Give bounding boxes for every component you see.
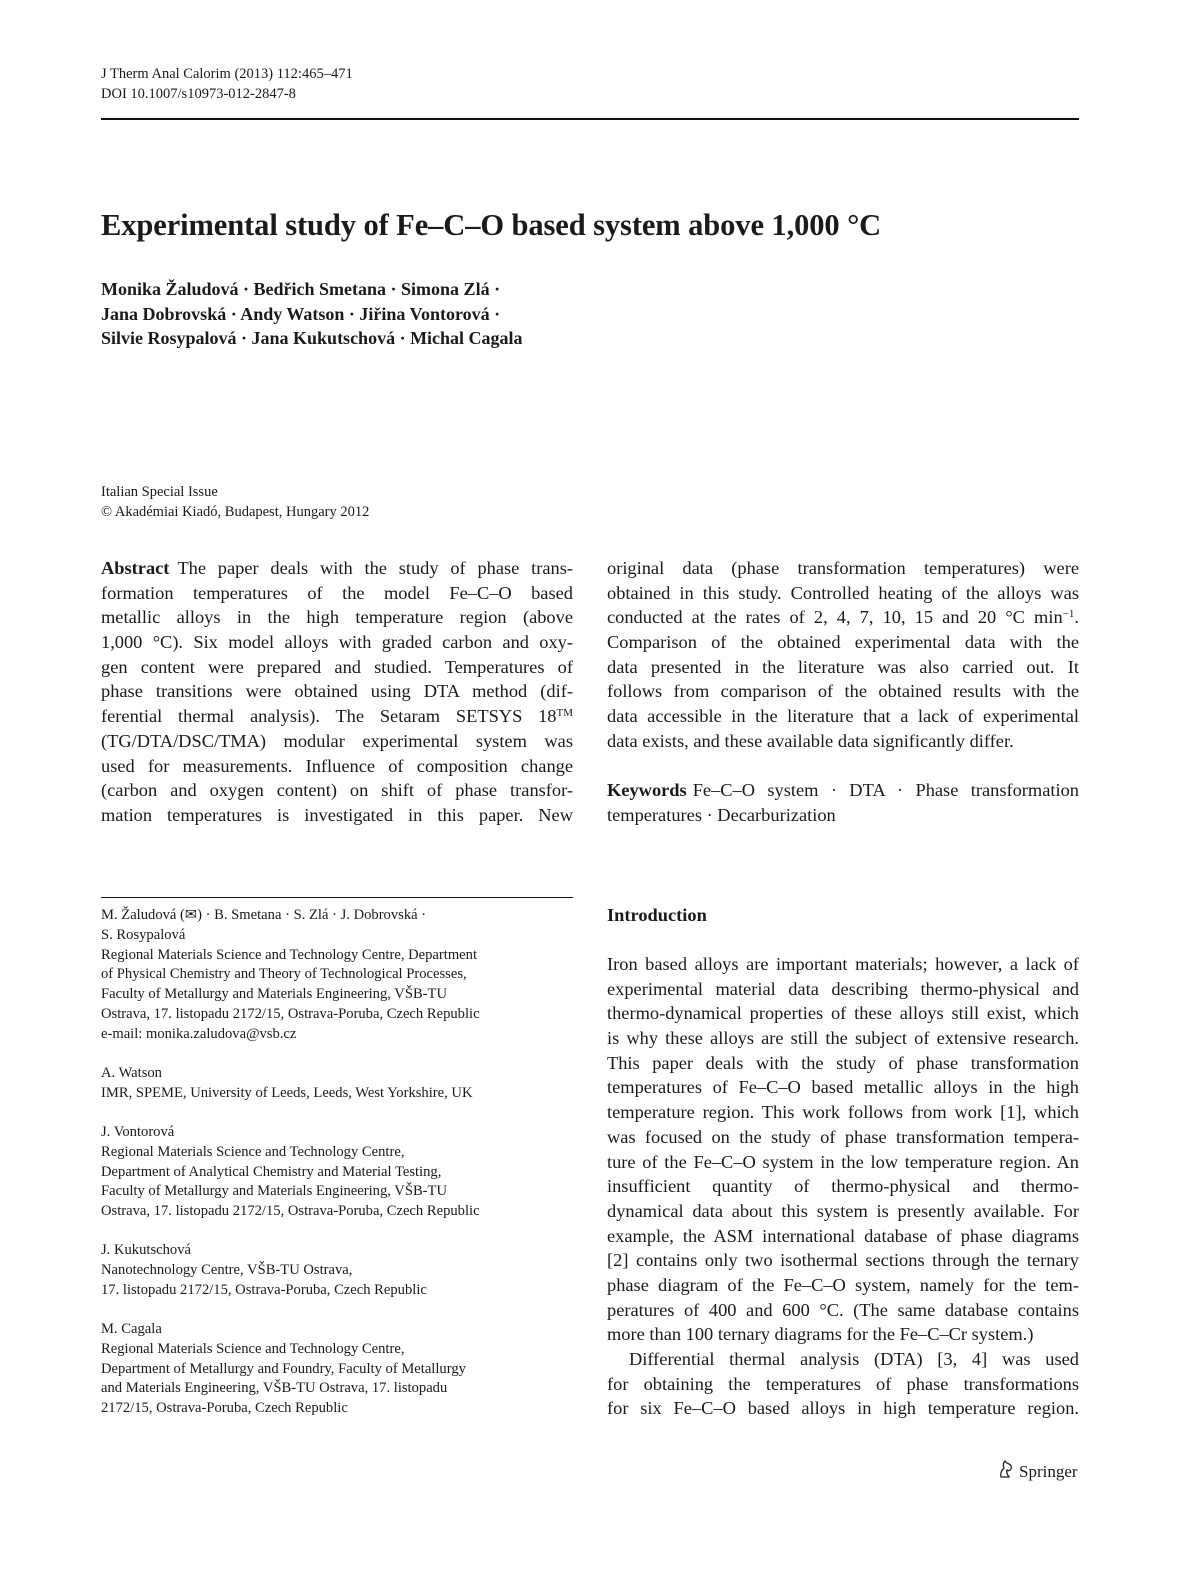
- affiliation-line: A. Watson: [101, 1065, 162, 1081]
- affiliation-line: Regional Materials Science and Technology Centre,: [101, 1143, 405, 1160]
- affiliation-block: [101, 906, 573, 1045]
- abstract-line: data presented in the literature was also carried out. It: [607, 656, 1079, 677]
- affiliation-line: 2172/15, Ostrava-Poruba, Czech Republic: [101, 1400, 348, 1417]
- affiliation-line: and Materials Engineering, VŠB-TU Ostrava, 17. listopadu: [101, 1380, 448, 1397]
- abstract-line: data exists, and these available data significantly differ.: [607, 730, 1014, 751]
- affiliation-line: Nanotechnology Centre, VŠB-TU Ostrava,: [101, 1261, 353, 1278]
- abstract-line: gen content were prepared and studied. Temperatures of: [101, 656, 573, 677]
- trademark: TM: [556, 707, 573, 720]
- author-line: Jana Dobrovská · Andy Watson · Jiřina Vontorová ·: [101, 303, 501, 324]
- affiliation-line: S. Rosypalová: [101, 926, 186, 943]
- rate-exponent: −1: [1062, 608, 1075, 621]
- abstract-line: original data (phase transformation temperatures) were: [607, 558, 1079, 578]
- abstract-line: [101, 556, 573, 581]
- intro-line: experimental material data describing thermo-physical and: [607, 978, 1079, 999]
- abstract-line: data accessible in the literature that a lack of experimental: [607, 706, 1079, 727]
- affiliation-line: Department of Metallurgy and Foundry, Faculty of Metallurgy: [101, 1360, 466, 1377]
- abstract-text: conducted at the rates of 2, 4, 7, 10, 15 and 20 °C min: [607, 607, 1063, 628]
- rate-end: .: [1074, 607, 1079, 628]
- affiliation-line: J. Kukutschová: [101, 1242, 191, 1258]
- keywords-label: Keywords: [607, 780, 687, 800]
- journal-header: [101, 64, 353, 104]
- introduction-body: [607, 952, 1079, 1421]
- publisher-logo: [997, 1459, 1078, 1485]
- affiliation-line: Regional Materials Science and Technology Centre, Department: [101, 946, 477, 963]
- special-issue: Italian Special Issue: [101, 484, 218, 500]
- affiliation-line: IMR, SPEME, University of Leeds, Leeds, West Yorkshire, UK: [101, 1084, 473, 1101]
- copyright: © Akadémiai Kiadó, Budapest, Hungary 2012: [101, 504, 370, 520]
- springer-horse-icon: [997, 1459, 1019, 1485]
- abstract-left: [101, 556, 573, 828]
- intro-line: example, the ASM international database of phase diagrams: [607, 1225, 1079, 1246]
- journal-citation: J Therm Anal Calorim (2013) 112:465–471: [101, 66, 353, 82]
- keywords-line: temperatures · Decarburization: [607, 804, 836, 825]
- keywords-line: [607, 778, 1079, 803]
- section-heading-introduction: Introduction: [607, 905, 707, 925]
- intro-line: was focused on the study of phase transformation tempera-: [607, 1126, 1079, 1147]
- abstract-line: [101, 704, 573, 729]
- abstract-line: used for measurements. Influence of composition change: [101, 755, 573, 776]
- affiliation-line: M. Žaludová (✉) · B. Smetana · S. Zlá · J. Dobrovská ·: [101, 907, 427, 923]
- issue-info: [101, 482, 369, 522]
- abstract-line: formation temperatures of the model Fe–C–O based: [101, 582, 573, 603]
- affiliation-line: Faculty of Metallurgy and Materials Engineering, VŠB-TU: [101, 986, 447, 1003]
- affiliation-line: Regional Materials Science and Technology Centre,: [101, 1340, 405, 1357]
- author-list: [101, 277, 523, 351]
- intro-line: temperatures of Fe–C–O based metallic alloys in the high: [607, 1077, 1079, 1098]
- intro-line: Iron based alloys are important materials; however, a lack of: [607, 954, 1079, 974]
- keywords: [607, 778, 1079, 827]
- header-rule: [101, 118, 1079, 120]
- intro-line: insufficient quantity of thermo-physical and thermo-: [607, 1176, 1079, 1197]
- intro-line: for six Fe–C–O based alloys in high temperature region.: [607, 1398, 1079, 1419]
- intro-line: Differential thermal analysis (DTA) [3, 4] was used: [629, 1349, 1079, 1369]
- affiliation-line: 17. listopadu 2172/15, Ostrava-Poruba, Czech Republic: [101, 1281, 427, 1298]
- abstract-label: Abstract: [101, 558, 170, 578]
- affiliation-block: [101, 1241, 573, 1300]
- intro-line: dynamical data about this system is presently available. For: [607, 1200, 1079, 1221]
- abstract-text: The paper deals with the study of phase trans-: [177, 558, 573, 578]
- intro-line: This paper deals with the study of phase transformation: [607, 1052, 1079, 1073]
- affiliation-block: [101, 1064, 573, 1104]
- intro-line: for obtaining the temperatures of phase transformations: [607, 1373, 1079, 1394]
- abstract-line: phase transitions were obtained using DTA method (dif-: [101, 681, 573, 702]
- email-link[interactable]: e-mail: monika.zaludova@vsb.cz: [101, 1025, 297, 1042]
- affiliation-block: [101, 1320, 573, 1419]
- intro-line: more than 100 ternary diagrams for the Fe–C–Cr system.): [607, 1324, 1034, 1345]
- abstract-line: mation temperatures is investigated in this paper. New: [101, 804, 573, 825]
- affiliation-block: [101, 1123, 573, 1222]
- abstract-line: metallic alloys in the high temperature region (above: [101, 607, 573, 628]
- abstract-right: [607, 556, 1079, 754]
- abstract-line: (TG/DTA/DSC/TMA) modular experimental system was: [101, 730, 573, 751]
- abstract-text: ferential thermal analysis). The Setaram SETSYS 18: [101, 706, 557, 727]
- affiliation-line: J. Vontorová: [101, 1124, 175, 1140]
- author-line: Monika Žaludová · Bedřich Smetana · Simona Zlá ·: [101, 279, 501, 299]
- intro-line: phase diagram of the Fe–C–O system, namely for the tem-: [607, 1274, 1079, 1295]
- affiliation-line: M. Cagala: [101, 1321, 162, 1337]
- affiliation-line: Department of Analytical Chemistry and Material Testing,: [101, 1163, 442, 1180]
- footnote-rule: [101, 897, 573, 898]
- abstract-line: Comparison of the obtained experimental data with the: [607, 632, 1079, 653]
- affiliation-line: of Physical Chemistry and Theory of Technological Processes,: [101, 966, 467, 983]
- abstract-line: [607, 605, 1079, 630]
- abstract-line: 1,000 °C). Six model alloys with graded carbon and oxy-: [101, 632, 573, 653]
- author-line: Silvie Rosypalová · Jana Kukutschová · Michal Cagala: [101, 328, 523, 348]
- intro-line: ture of the Fe–C–O system in the low temperature region. An: [607, 1151, 1079, 1172]
- publisher-name: Springer: [1019, 1462, 1078, 1481]
- doi: DOI 10.1007/s10973-012-2847-8: [101, 86, 296, 102]
- intro-line: is why these alloys are still the subject of extensive research.: [607, 1028, 1079, 1049]
- intro-line: thermo-dynamical properties of these alloys still exist, which: [607, 1003, 1079, 1024]
- intro-line: peratures of 400 and 600 °C. (The same database contains: [607, 1299, 1079, 1320]
- affiliation-line: Ostrava, 17. listopadu 2172/15, Ostrava-Poruba, Czech Republic: [101, 1005, 480, 1022]
- keywords-text: Fe–C–O system · DTA · Phase transformation: [692, 780, 1079, 800]
- abstract-line: (carbon and oxygen content) on shift of phase transfor-: [101, 780, 573, 801]
- abstract-line: obtained in this study. Controlled heating of the alloys was: [607, 582, 1079, 603]
- affiliation-line: Ostrava, 17. listopadu 2172/15, Ostrava-Poruba, Czech Republic: [101, 1203, 480, 1220]
- abstract-line: follows from comparison of the obtained results with the: [607, 681, 1079, 702]
- affiliation-line: Faculty of Metallurgy and Materials Engineering, VŠB-TU: [101, 1183, 447, 1200]
- intro-line: temperature region. This work follows from work [1], which: [607, 1102, 1079, 1123]
- paper-title: Experimental study of Fe–C–O based system above 1,000 °C: [101, 208, 882, 242]
- intro-line: [2] contains only two isothermal sections through the ternary: [607, 1250, 1079, 1271]
